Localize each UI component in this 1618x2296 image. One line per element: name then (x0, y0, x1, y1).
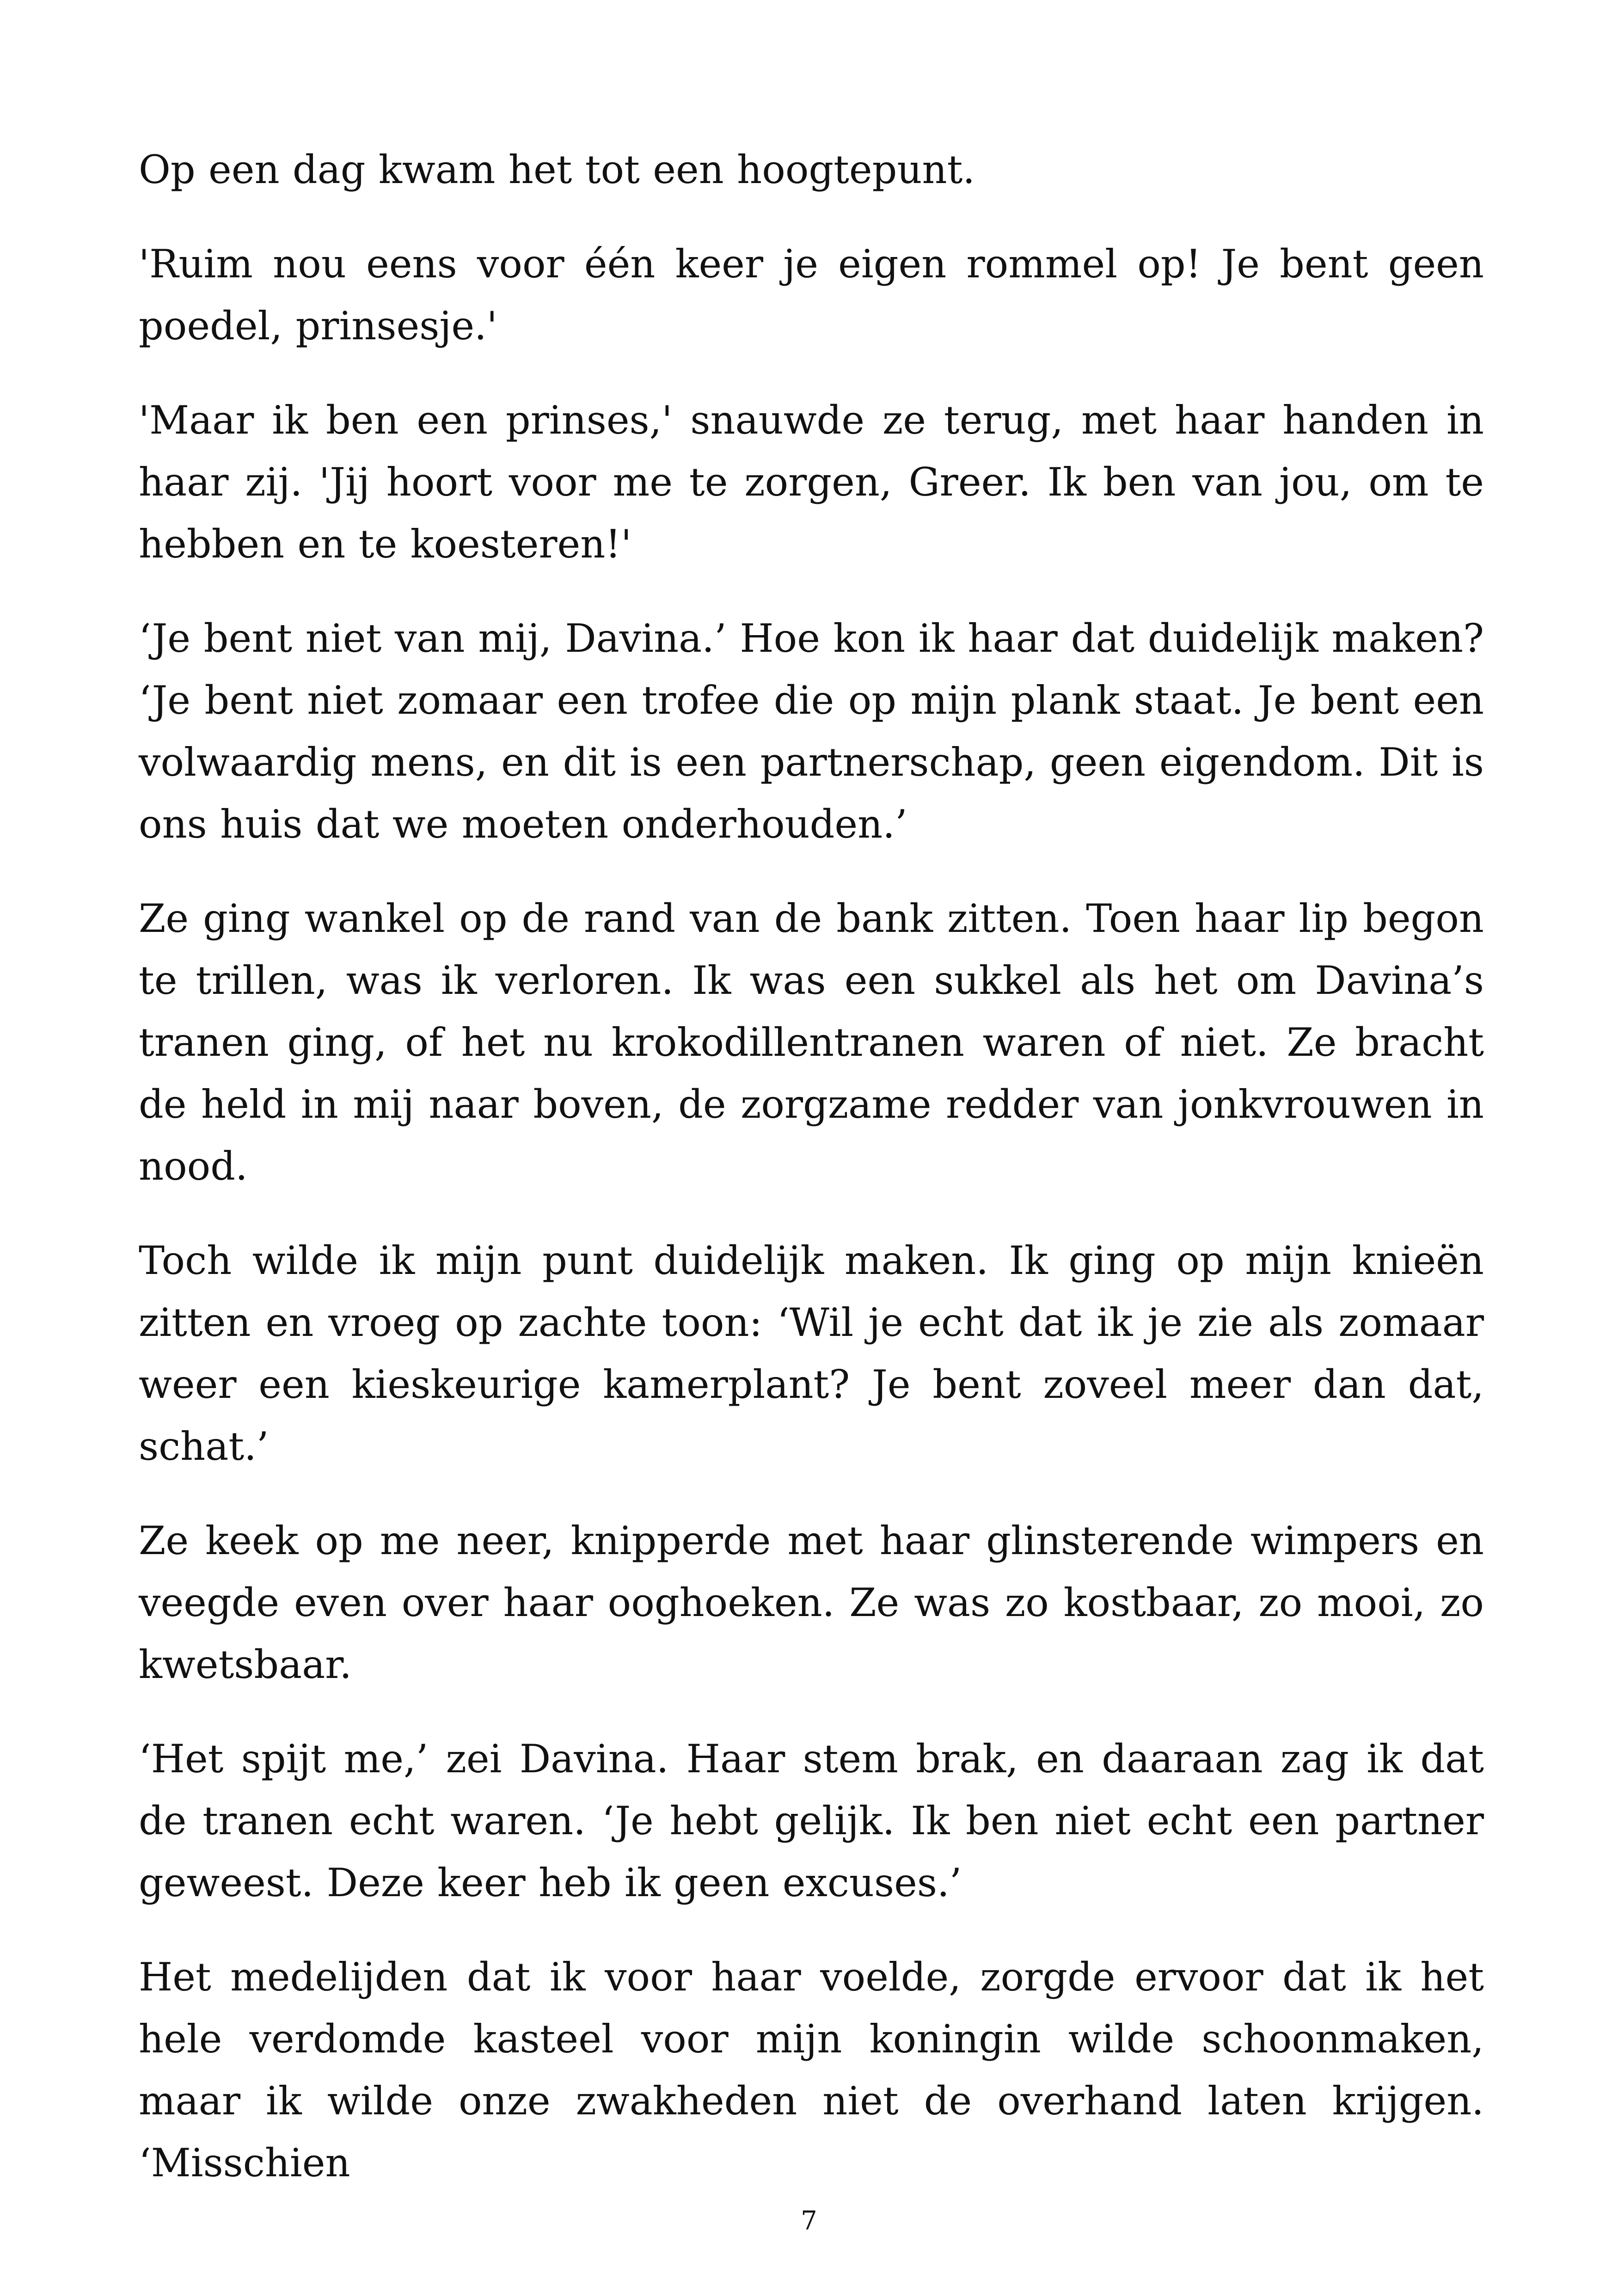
body-text (139, 139, 1484, 2194)
page-number: 7 (801, 2206, 817, 2236)
paragraph-6: Toch wilde ik mijn punt duidelijk maken. Ik ging op mijn knieën zitten en vroeg op zachte toon: ‘Wil je echt dat ik je zie als zomaar weer een kieskeurige kamerplant? Je bent zoveel meer dan dat, schat.’ (139, 1238, 1484, 1469)
paragraph-5: Ze ging wankel op de rand van de bank zitten. Toen haar lip begon te trillen, was ik verloren. Ik was een sukkel als het om Davina’s tranen ging, of het nu krokodillentranen waren of niet. Ze bracht de held in mij naar boven, de zorgzame redder van jonkvrouwen in nood. (139, 896, 1484, 1189)
paragraph-1: Op een dag kwam het tot een hoogtepunt. (139, 147, 975, 192)
paragraph-7: Ze keek op me neer, knipperde met haar glinsterende wimpers en veegde even over haar ooghoeken. Ze was zo kostbaar, zo mooi, zo kwetsbaar. (139, 1518, 1484, 1687)
paragraph-8: ‘Het spijt me,’ zei Davina. Haar stem brak, en daaraan zag ik dat de tranen echt waren. ‘Je hebt gelijk. Ik ben niet echt een partner geweest. Deze keer heb ik geen excuses.’ (139, 1736, 1484, 1905)
paragraph-9: Het medelijden dat ik voor haar voelde, zorgde ervoor dat ik het hele verdomde kasteel voor mijn koningin wilde schoonmaken, maar ik wilde onze zwakheden niet de overhand laten krijgen. ‘Misschien (139, 1954, 1484, 2186)
paragraph-2: 'Ruim nou eens voor één keer je eigen rommel op! Je bent geen poedel, prinsesje.' (139, 241, 1484, 349)
paragraph-3: 'Maar ik ben een prinses,' snauwde ze terug, met haar handen in haar zij. 'Jij hoort voor me te zorgen, Greer. Ik ben van jou, om te hebben en te koesteren!' (139, 398, 1484, 567)
paragraph-4: ‘Je bent niet van mij, Davina.’ Hoe kon ik haar dat duidelijk maken? ‘Je bent niet zomaar een trofee die op mijn plank staat. Je bent een volwaardig mens, en dit is een partnerschap, geen eigendom. Dit is ons huis dat we moeten onderhouden.’ (139, 616, 1484, 847)
